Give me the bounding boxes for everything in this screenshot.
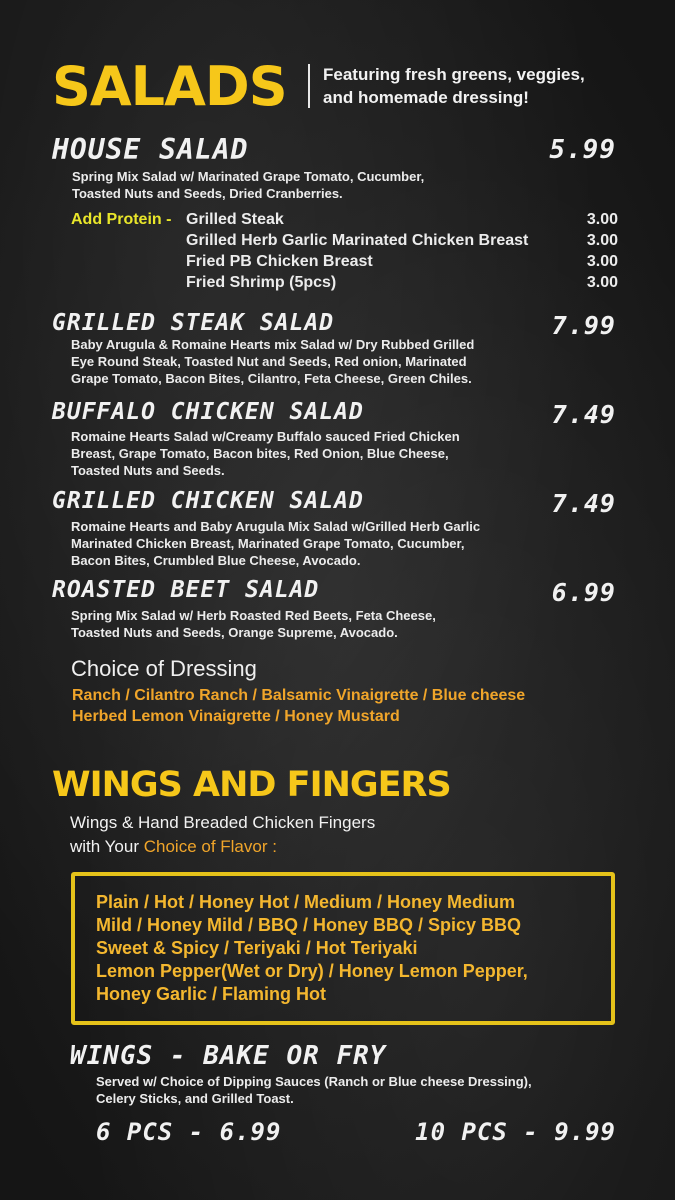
buffalo-chicken-salad-price: 7.49 (551, 400, 616, 429)
flavor-line: Plain / Hot / Honey Hot / Medium / Honey Medium (96, 892, 516, 912)
wings-bake-or-fry-description (96, 1073, 532, 1107)
addon-price: 3.00 (586, 211, 618, 228)
wings-subtitle-line-1: Wings & Hand Breaded Chicken Fingers (70, 813, 376, 832)
subtitle-prefix: with Your (70, 837, 144, 856)
protein-addons (186, 209, 618, 293)
house-salad-price: 5.99 (549, 135, 616, 165)
addon-name: Fried PB Chicken Breast (186, 253, 373, 270)
flavor-line: Honey Garlic / Flaming Hot (96, 984, 327, 1004)
choice-of-flavor-highlight: Choice of Flavor : (143, 837, 277, 856)
salads-tagline (323, 63, 585, 109)
addon-name: Grilled Steak (186, 211, 284, 228)
wings-title: WINGS AND FINGERS (52, 765, 451, 805)
addon-price: 3.00 (586, 274, 618, 291)
wings-subtitle-line-2 (70, 835, 375, 859)
grilled-chicken-salad-description (71, 518, 480, 569)
desc-line: Breast, Grape Tomato, Bacon bites, Red Onion, Blue Cheese, (71, 446, 449, 461)
wings-10pcs-price: 10 PCS - 9.99 (415, 1118, 616, 1146)
grilled-steak-salad-price: 7.99 (551, 311, 616, 340)
desc-line: Baby Arugula & Romaine Hearts mix Salad w/ Dry Rubbed Grilled (71, 337, 475, 352)
desc-line: Bacon Bites, Crumbled Blue Cheese, Avocado. (71, 553, 361, 568)
flavor-line: Lemon Pepper(Wet or Dry) / Honey Lemon Pepper, (96, 961, 528, 981)
addon-row (186, 209, 618, 230)
wings-subtitle (70, 811, 375, 859)
addon-price: 3.00 (586, 232, 618, 249)
grilled-chicken-salad-name: GRILLED CHICKEN SALAD (52, 488, 364, 514)
flavor-line: Mild / Honey Mild / BBQ / Honey BBQ / Spicy BBQ (96, 915, 522, 935)
desc-line: Romaine Hearts and Baby Arugula Mix Salad w/Grilled Herb Garlic (71, 519, 481, 534)
dressing-options (72, 685, 525, 727)
addon-price: 3.00 (586, 253, 618, 270)
wings-6pcs-price: 6 PCS - 6.99 (96, 1118, 282, 1146)
house-salad-name: HOUSE SALAD (52, 133, 249, 166)
tagline-line-2: and homemade dressing! (323, 88, 529, 107)
house-salad-description (72, 168, 424, 202)
desc-line: Romaine Hearts Salad w/Creamy Buffalo sauced Fried Chicken (71, 429, 460, 444)
addon-row (186, 251, 618, 272)
addon-name: Grilled Herb Garlic Marinated Chicken Breast (186, 232, 529, 249)
desc-line: Toasted Nuts and Seeds. (71, 463, 225, 478)
buffalo-chicken-salad-name: BUFFALO CHICKEN SALAD (52, 399, 364, 425)
flavor-list (96, 891, 528, 1006)
desc-line: Grape Tomato, Bacon Bites, Cilantro, Feta Cheese, Green Chiles. (71, 371, 472, 386)
grilled-chicken-salad-price: 7.49 (551, 489, 616, 518)
desc-line: Toasted Nuts and Seeds, Dried Cranberries. (72, 186, 343, 201)
addon-row (186, 272, 618, 293)
grilled-steak-salad-description (71, 336, 474, 387)
desc-line: Celery Sticks, and Grilled Toast. (96, 1091, 294, 1106)
desc-line: Served w/ Choice of Dipping Sauces (Ranch or Blue cheese Dressing), (96, 1074, 532, 1089)
dressing-title: Choice of Dressing (71, 656, 257, 681)
addon-row (186, 230, 618, 251)
dressing-line: Herbed Lemon Vinaigrette / Honey Mustard (72, 708, 400, 725)
desc-line: Marinated Chicken Breast, Marinated Grape Tomato, Cucumber, (71, 536, 465, 551)
buffalo-chicken-salad-description (71, 428, 460, 479)
wings-bake-or-fry-title: WINGS - BAKE OR FRY (70, 1041, 387, 1071)
grilled-steak-salad-name: GRILLED STEAK SALAD (52, 310, 335, 336)
desc-line: Spring Mix Salad w/ Marinated Grape Tomato, Cucumber, (72, 169, 425, 184)
dressing-line: Ranch / Cilantro Ranch / Balsamic Vinaigrette / Blue cheese (72, 687, 526, 704)
desc-line: Toasted Nuts and Seeds, Orange Supreme, Avocado. (71, 625, 398, 640)
desc-line: Eye Round Steak, Toasted Nut and Seeds, Red onion, Marinated (71, 354, 467, 369)
roasted-beet-salad-description (71, 607, 436, 641)
flavor-line: Sweet & Spicy / Teriyaki / Hot Teriyaki (96, 938, 418, 958)
salads-title: SALADS (52, 55, 287, 118)
roasted-beet-salad-name: ROASTED BEET SALAD (52, 577, 320, 603)
desc-line: Spring Mix Salad w/ Herb Roasted Red Beets, Feta Cheese, (71, 608, 436, 623)
header-divider (308, 64, 310, 108)
add-protein-label: Add Protein - (71, 211, 172, 228)
tagline-line-1: Featuring fresh greens, veggies, (323, 65, 585, 84)
roasted-beet-salad-price: 6.99 (551, 578, 616, 607)
addon-name: Fried Shrimp (5pcs) (186, 274, 337, 291)
